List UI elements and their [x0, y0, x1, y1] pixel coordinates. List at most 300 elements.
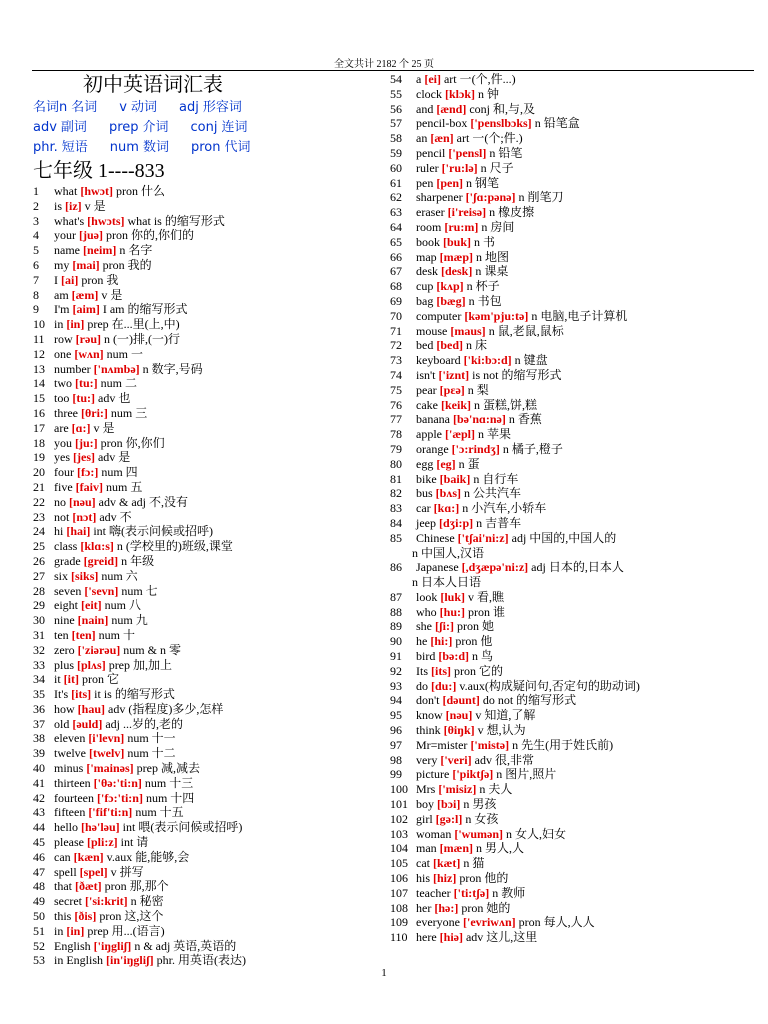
entry-word: fifteen [54, 805, 86, 820]
entry-number: 53 [33, 953, 45, 968]
entry-phonetic: [maus] [450, 323, 486, 338]
entry-word: six [54, 568, 69, 583]
entry-definition: num 十五 [135, 805, 184, 820]
entry-definition: n 钟 [478, 86, 500, 101]
legend-meaning: 名词 [71, 100, 98, 115]
entry-definition: art 一(个;件.) [456, 131, 523, 146]
entry-definition: n 蛋 [458, 456, 480, 471]
abbreviation-legend [33, 98, 363, 158]
entry-word: Its [416, 663, 428, 678]
legend-meaning: 短语 [61, 140, 88, 155]
entry-definition: n 电脑,电子计算机 [531, 308, 628, 323]
word-entry [390, 338, 740, 353]
entry-definition: n 自行车 [473, 471, 519, 486]
entry-definition: art 一(个,件...) [443, 72, 516, 86]
entry-word: what's [54, 213, 85, 228]
entry-number: 81 [390, 471, 402, 486]
entry-phonetic: [keik] [440, 397, 471, 412]
entry-word: cake [416, 397, 438, 412]
entry-phonetic: [ʃi:] [435, 619, 454, 634]
entry-word: in [54, 317, 64, 332]
entry-number: 34 [33, 672, 45, 687]
entry-phonetic: [klɔk] [445, 86, 475, 101]
entry-phonetic: [θri:] [80, 405, 108, 420]
entry-phonetic: [kæn] [73, 849, 104, 864]
entry-phonetic: [hwɔt] [80, 184, 113, 198]
entry-word: apple [416, 427, 442, 442]
word-entry [390, 131, 740, 146]
page-number: 1 [381, 967, 387, 979]
entry-word: mouse [416, 323, 448, 338]
entry-word: her [416, 900, 432, 915]
entry-definition: num 十四 [145, 790, 195, 805]
entry-word: it [54, 672, 61, 687]
entry-definition: v 拼写 [110, 864, 144, 879]
entry-number: 21 [33, 479, 45, 494]
word-entry [390, 146, 740, 161]
word-entry [390, 531, 740, 561]
entry-definition: n 猫 [463, 856, 485, 871]
entry-word: hi [54, 524, 64, 539]
entry-definition: num 十一 [127, 731, 176, 746]
entry-definition: v 知道,了解 [475, 708, 536, 723]
entry-phonetic: [rəu] [75, 331, 101, 346]
entry-word: row [54, 331, 73, 346]
entry-phonetic: [bæg] [436, 293, 466, 308]
entry-phonetic: [hiz] [433, 871, 457, 886]
entry-phonetic: [luk] [440, 589, 466, 604]
entry-definition: pron 她的 [461, 900, 511, 915]
word-entry [390, 930, 740, 945]
entry-word: eleven [54, 731, 86, 746]
word-entry [33, 924, 363, 939]
word-entry [33, 495, 363, 510]
entry-definition: I am 的缩写形式 [102, 302, 188, 317]
word-entry [390, 634, 740, 649]
entry-phonetic: [hai] [66, 524, 91, 539]
entry-number: 75 [390, 382, 402, 397]
entry-definition: adv 是 [97, 450, 131, 465]
entry-word: keyboard [416, 353, 461, 368]
entry-phonetic: [twelv] [89, 746, 125, 761]
entry-number: 52 [33, 938, 45, 953]
entry-phonetic: [spel] [79, 864, 108, 879]
entry-word: plus [54, 657, 75, 672]
entry-number: 74 [390, 367, 402, 382]
entry-definition: n & adj 英语,英语的 [134, 938, 237, 953]
left-word-list [33, 184, 363, 968]
entry-definition: pron 你,你们 [100, 435, 165, 450]
entry-definition: n 橡皮擦 [489, 205, 535, 220]
word-entry [390, 102, 740, 117]
entry-number: 64 [390, 219, 402, 234]
entry-phonetic: [fɔ:] [77, 465, 99, 480]
word-entry [390, 841, 740, 856]
word-entry [33, 184, 363, 199]
legend-meaning: 代词 [224, 140, 251, 155]
entry-definition: n 先生(用于姓氏前) [512, 737, 614, 752]
word-entry [390, 264, 740, 279]
entry-phonetic: [pli:z] [86, 835, 118, 850]
entry-number: 91 [390, 649, 402, 664]
entry-word: here [416, 930, 437, 945]
entry-definition: v 是 [93, 420, 115, 435]
entry-definition: n (学校里的)班级,课堂 [116, 539, 233, 554]
entry-word: name [54, 243, 80, 258]
word-entry [390, 472, 740, 487]
entry-phonetic: ['veri] [440, 752, 472, 767]
entry-number: 96 [390, 723, 402, 738]
entry-phonetic: ['ki:bɔ:d] [463, 353, 512, 368]
word-entry [390, 501, 740, 516]
entry-word: class [54, 539, 78, 554]
word-entry [33, 805, 363, 820]
word-entry [33, 450, 363, 465]
word-entry [390, 886, 740, 901]
entry-number: 78 [390, 427, 402, 442]
word-entry [390, 72, 740, 87]
entry-word: am [54, 287, 69, 302]
legend-entry: adv [33, 120, 57, 135]
entry-number: 4 [33, 228, 39, 243]
entry-phonetic: [dəunt] [442, 693, 480, 708]
entry-number: 29 [33, 598, 45, 613]
entry-phonetic: [gə:l] [435, 811, 463, 826]
entry-phonetic: ['æpl] [445, 427, 475, 442]
entry-definition: pron 我 [81, 272, 119, 287]
entry-definition: num 三 [110, 405, 148, 420]
entry-definition: v 想,认为 [477, 723, 526, 738]
entry-phonetic: [in'iŋgliʃ] [106, 953, 154, 968]
word-entry [390, 605, 740, 620]
word-entry [33, 258, 363, 273]
entry-number: 51 [33, 923, 45, 938]
word-entry [33, 717, 363, 732]
entry-definition: adj 中国的,中国人的 [511, 530, 617, 545]
word-entry [390, 767, 740, 782]
word-entry [33, 524, 363, 539]
entry-phonetic: [i'levn] [88, 731, 125, 746]
word-entry [390, 161, 740, 176]
entry-word: ruler [416, 160, 439, 175]
entry-number: 72 [390, 338, 402, 353]
entry-word: bird [416, 649, 436, 664]
entry-word: how [54, 701, 75, 716]
entry-phonetic: [mæn] [439, 841, 473, 856]
entry-phonetic: ['mainəs] [86, 761, 134, 776]
entry-number: 107 [390, 885, 408, 900]
entry-number: 37 [33, 716, 45, 731]
entry-phonetic: [greid] [83, 553, 119, 568]
entry-word: map [416, 249, 437, 264]
legend-meaning: 数词 [142, 140, 169, 155]
entry-number: 47 [33, 864, 45, 879]
entry-number: 32 [33, 642, 45, 657]
entry-number: 42 [33, 790, 45, 805]
word-entry [390, 915, 740, 930]
legend-row [33, 118, 363, 138]
entry-phonetic: [ei] [424, 72, 441, 86]
entry-definition: it is 的缩写形式 [94, 687, 175, 702]
legend-entry: v [119, 100, 127, 115]
word-entry [33, 391, 363, 406]
entry-phonetic: [ðæt] [75, 879, 102, 894]
entry-definition: v 看,瞧 [468, 589, 505, 604]
entry-number: 35 [33, 687, 45, 702]
entry-number: 20 [33, 465, 45, 480]
legend-meaning: 介词 [142, 120, 169, 135]
entry-number: 108 [390, 900, 408, 915]
entry-definition: pron 每人,人人 [518, 915, 595, 930]
word-entry [390, 250, 740, 265]
entry-phonetic: [in] [66, 317, 85, 332]
entry-word: nine [54, 613, 75, 628]
entry-word: boy [416, 797, 434, 812]
entry-word: everyone [416, 915, 460, 930]
word-entry [33, 746, 363, 761]
word-entry [33, 317, 363, 332]
entry-number: 101 [390, 797, 408, 812]
entry-definition: n 鼠,老鼠,鼠标 [488, 323, 564, 338]
entry-definition: pron 她 [456, 619, 494, 634]
entry-definition: n 吉普车 [476, 515, 522, 530]
entry-word: Mrs [416, 782, 436, 797]
entry-phonetic: [jes] [73, 450, 95, 465]
entry-word: this [54, 909, 72, 924]
entry-definition: pron 他 [455, 634, 493, 649]
entry-definition: n 书包 [468, 293, 502, 308]
word-entry [33, 302, 363, 317]
entry-word: I'm [54, 302, 70, 317]
entry-number: 31 [33, 627, 45, 642]
word-entry [390, 279, 740, 294]
entry-phonetic: ['wumən] [454, 826, 503, 841]
entry-definition: int 请 [120, 835, 149, 850]
entry-phonetic: ['ʃɑ:pənə] [465, 190, 516, 205]
word-entry [33, 480, 363, 495]
word-entry [390, 309, 740, 324]
entry-phonetic: [in] [66, 923, 85, 938]
entry-phonetic: [iz] [65, 198, 82, 213]
entry-phonetic: ['penslbɔks] [470, 116, 532, 131]
entry-number: 105 [390, 856, 408, 871]
entry-phonetic: [eg] [436, 456, 456, 471]
word-entry [390, 176, 740, 191]
word-entry [33, 436, 363, 451]
word-entry [33, 791, 363, 806]
entry-definition: num & n 零 [123, 642, 181, 657]
word-entry [390, 812, 740, 827]
entry-number: 87 [390, 589, 402, 604]
entry-phonetic: [aim] [72, 302, 100, 317]
entry-number: 68 [390, 279, 402, 294]
entry-number: 80 [390, 456, 402, 471]
word-entry [390, 324, 740, 339]
entry-number: 18 [33, 435, 45, 450]
entry-number: 5 [33, 243, 39, 258]
entry-word: Mr=mister [416, 737, 468, 752]
legend-entry: adj [178, 100, 199, 115]
word-entry [390, 486, 740, 501]
entry-definition-continued: n 中国人,汉语 [412, 545, 485, 560]
word-entry [390, 679, 740, 694]
entry-word: English [54, 938, 91, 953]
entry-word: number [54, 361, 91, 376]
entry-phonetic: [bɔi] [437, 797, 461, 812]
entry-number: 79 [390, 441, 402, 456]
word-entry [390, 383, 740, 398]
entry-number: 76 [390, 397, 402, 412]
entry-word: book [416, 234, 440, 249]
entry-definition: n 教师 [492, 885, 526, 900]
entry-word: very [416, 752, 438, 767]
word-entry [33, 243, 363, 258]
entry-definition: n 课桌 [475, 264, 509, 279]
word-entry [390, 856, 740, 871]
word-entry [33, 894, 363, 909]
entry-number: 30 [33, 613, 45, 628]
entry-word: minus [54, 761, 84, 776]
entry-phonetic: [juə] [79, 228, 103, 243]
entry-definition: n 夫人 [479, 782, 513, 797]
word-entry [33, 569, 363, 584]
entry-word: think [416, 723, 441, 738]
entry-definition: num 四 [101, 465, 138, 480]
word-entry [33, 214, 363, 229]
word-entry [390, 205, 740, 220]
word-entry [33, 613, 363, 628]
legend-entry: pron [190, 140, 221, 155]
entry-word: not [54, 509, 70, 524]
word-entry [33, 776, 363, 791]
entry-number: 69 [390, 293, 402, 308]
entry-number: 28 [33, 583, 45, 598]
entry-phonetic: [ju:] [75, 435, 98, 450]
word-entry [390, 723, 740, 738]
entry-word: It's [54, 687, 69, 702]
word-entry [390, 664, 740, 679]
legend-meaning: 形容词 [202, 100, 242, 115]
word-entry [390, 442, 740, 457]
entry-phonetic: [nəu] [69, 494, 96, 509]
entry-number: 45 [33, 835, 45, 850]
entry-number: 27 [33, 568, 45, 583]
entry-definition: adv (指程度)多少,怎样 [108, 701, 224, 716]
entry-number: 58 [390, 131, 402, 146]
legend-entry: phr. [33, 140, 58, 155]
entry-phonetic: ['fɔ:'ti:n] [96, 790, 143, 805]
entry-definition: n 房间 [481, 219, 515, 234]
entry-number: 98 [390, 752, 402, 767]
entry-word: yes [54, 450, 70, 465]
entry-definition: what is 的缩写形式 [127, 213, 225, 228]
entry-word: ten [54, 627, 69, 642]
entry-definition: adv 不 [99, 509, 132, 524]
entry-number: 56 [390, 101, 402, 116]
word-entry [33, 687, 363, 702]
word-entry [33, 628, 363, 643]
entry-number: 92 [390, 663, 402, 678]
entry-number: 36 [33, 701, 45, 716]
entry-definition: adv 也 [98, 391, 131, 406]
entry-number: 61 [390, 175, 402, 190]
entry-phonetic: ['pensl] [448, 145, 487, 160]
legend-meaning: 动词 [130, 100, 157, 115]
entry-word: cup [416, 279, 434, 294]
entry-word: I [54, 272, 58, 287]
entry-definition: n 书 [474, 234, 496, 249]
left-column [33, 72, 363, 968]
entry-definition-continued: n 日本人日语 [412, 575, 482, 590]
entry-number: 46 [33, 849, 45, 864]
entry-definition: pron 什么 [115, 184, 165, 198]
entry-definition: prep 减,减去 [136, 761, 200, 776]
entry-phonetic: [nain] [77, 613, 109, 628]
entry-word: pencil [416, 145, 446, 160]
entry-number: 102 [390, 811, 408, 826]
entry-number: 55 [390, 86, 402, 101]
entry-phonetic: [siks] [71, 568, 99, 583]
entry-number: 48 [33, 879, 45, 894]
entry-word: desk [416, 264, 438, 279]
entry-word: woman [416, 826, 452, 841]
entry-phonetic: ['ɔ:rindʒ] [451, 441, 500, 456]
entry-word: room [416, 219, 442, 234]
entry-word: zero [54, 642, 75, 657]
entry-definition: n 小汽车,小轿车 [462, 501, 547, 516]
word-entry [390, 190, 740, 205]
word-entry [390, 871, 740, 886]
entry-definition: v.aux 能,能够,会 [106, 849, 190, 864]
entry-word: in [54, 923, 64, 938]
entry-phonetic: [kɑ:] [433, 501, 460, 516]
entry-definition: phr. 用英语(表达) [156, 953, 246, 968]
entry-phonetic: [faiv] [75, 479, 103, 494]
right-word-list [390, 72, 740, 945]
entry-word: your [54, 228, 76, 243]
entry-number: 15 [33, 391, 45, 406]
word-entry [33, 421, 363, 436]
entry-word: can [54, 849, 71, 864]
word-entry [390, 738, 740, 753]
word-entry [33, 731, 363, 746]
entry-number: 60 [390, 160, 402, 175]
entry-number: 67 [390, 264, 402, 279]
word-entry [390, 649, 740, 664]
word-entry [33, 672, 363, 687]
grade-range-heading: 七年级 1----833 [33, 160, 165, 182]
entry-number: 44 [33, 820, 45, 835]
entry-number: 66 [390, 249, 402, 264]
word-entry [33, 850, 363, 865]
word-entry [33, 598, 363, 613]
entry-phonetic: [,dʒæpə'ni:z] [461, 560, 529, 575]
entry-word: one [54, 346, 72, 361]
entry-number: 26 [33, 553, 45, 568]
entry-phonetic: [bed] [436, 338, 463, 353]
entry-word: no [54, 494, 66, 509]
entry-definition: prep 在...里(上,中) [87, 317, 180, 332]
entry-definition: num 九 [111, 613, 148, 628]
word-entry [33, 554, 363, 569]
entry-phonetic: [ɑ:] [71, 420, 91, 435]
entry-definition: num 十 [98, 627, 136, 642]
entry-word: four [54, 465, 74, 480]
entry-definition: adj ...岁的,老的 [105, 716, 184, 731]
word-entry [390, 368, 740, 383]
word-entry [33, 702, 363, 717]
entry-phonetic: ['sevn] [84, 583, 119, 598]
